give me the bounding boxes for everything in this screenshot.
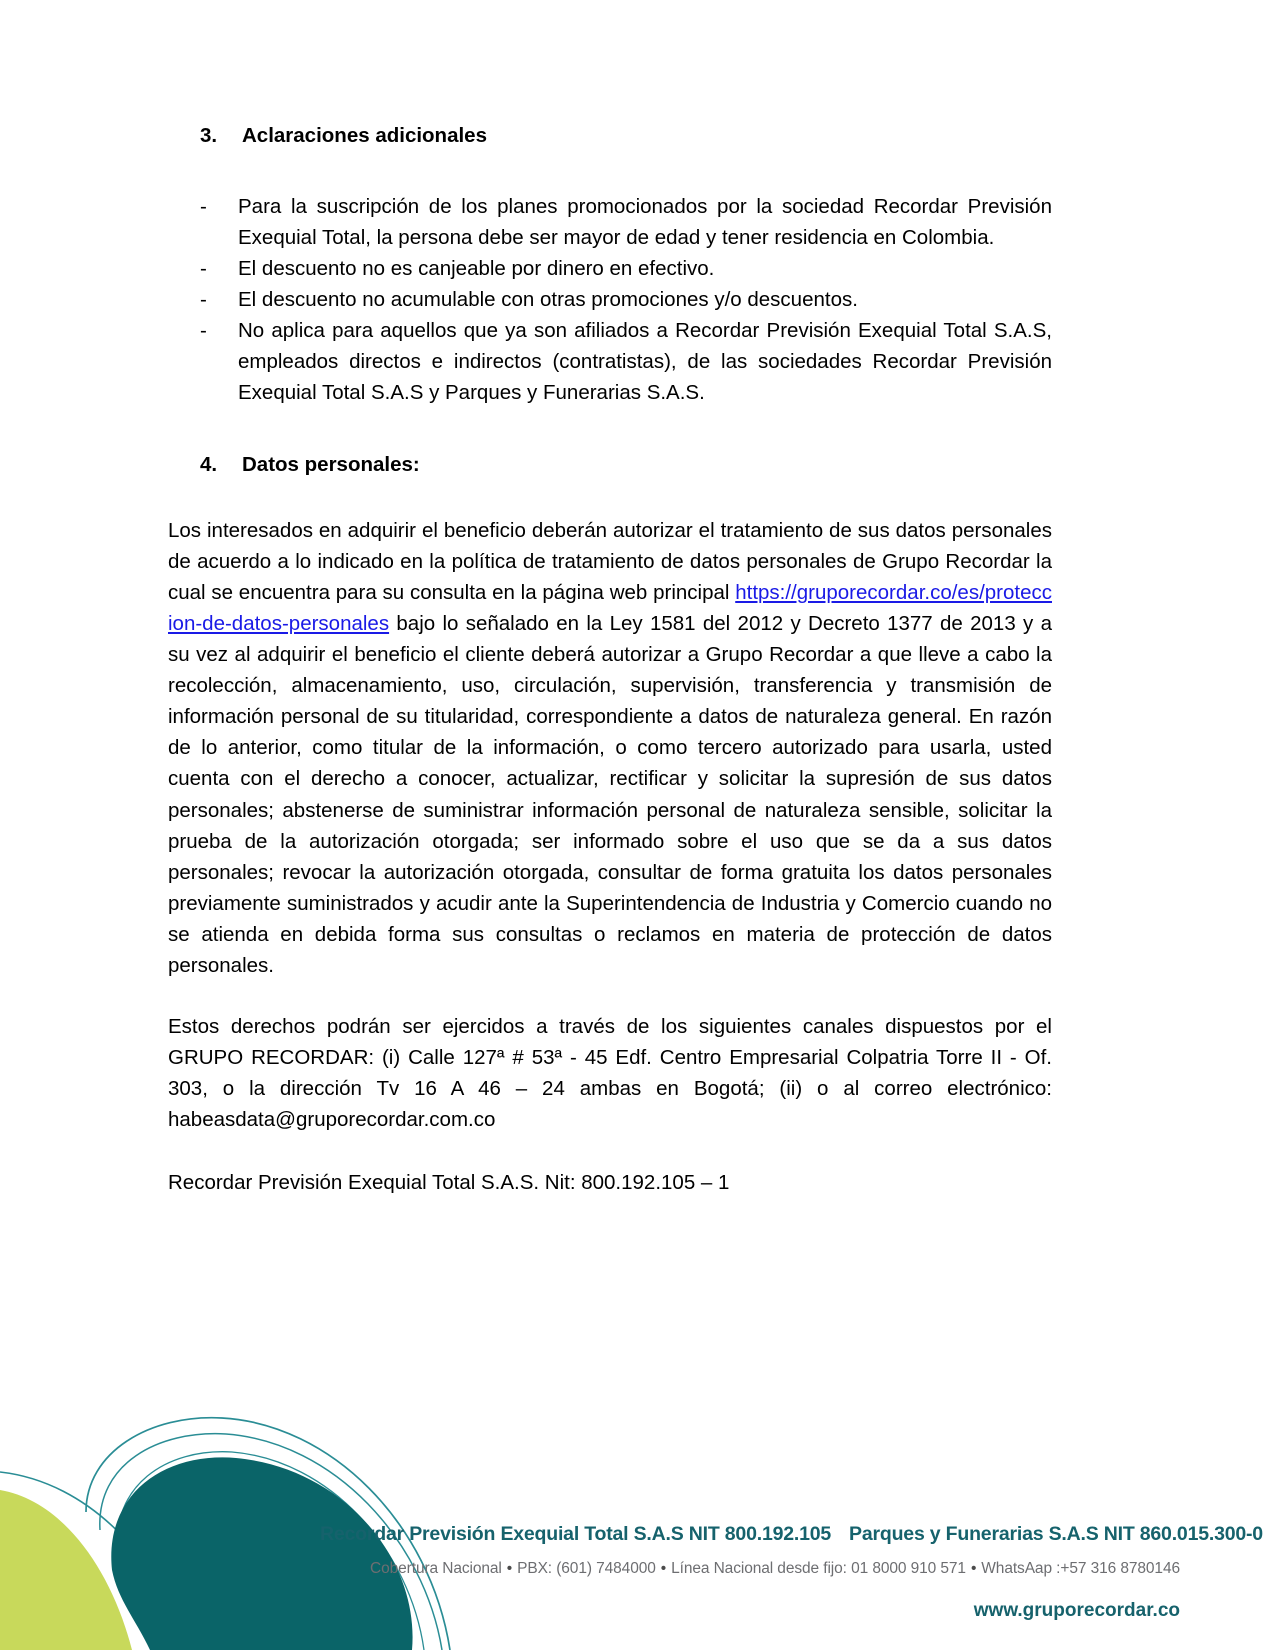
list-item — [200, 191, 1052, 253]
bullet-separator-icon: • — [506, 1560, 513, 1577]
section-heading-4 — [200, 452, 1052, 476]
section-heading-3 — [200, 126, 1052, 147]
footer-company-1: Recordar Previsión Exequial Total S.A.S NIT 800.192.105 — [320, 1523, 832, 1545]
channels-paragraph: Estos derechos podrán ser ejercidos a través de los siguientes canales dispuestos por el GRUPO RECORDAR: (i) Calle 127ª # 53ª - 45 Edf. Centro Empresarial Colpatria Torre II - Of. 303, o la dirección Tv 16 A 46 – 24 ambas en Bogotá; (ii) o al correo electrónico: habeasdata@gruporecordar.com.co — [168, 1014, 1052, 1131]
bullet-separator-icon: • — [970, 1560, 977, 1577]
footer-whatsapp: WhatsAap :+57 316 8780146 — [981, 1560, 1180, 1577]
list-item — [200, 284, 1052, 315]
section-number-3: 3. — [200, 124, 218, 147]
privacy-paragraph — [168, 515, 1052, 981]
privacy-rest-text: bajo lo señalado en la Ley 1581 del 2012 y Decreto 1377 de 2013 y a su vez al adquirir el beneficio el cliente deberá autorizar a Grupo Recordar a que lleve a cabo la recolección, almacenamiento, uso, circulación, supervisión, transferencia y transmisión de información personal de su titularidad, correspondiente a datos de naturaleza general. En razón de lo anterior, como titular de la información, o como tercero autorizado para usarla, usted cuenta con el derecho a conocer, actualizar, rectificar y solicitar la supresión de sus datos personales; abstenerse de suministrar información personal de naturaleza sensible, solicitar la prueba de la autorización otorgada; ser informado sobre el uso que se da a sus datos personales; revocar la autorización otorgada, consultar de forma gratuita los datos personales previamente suministrados y acudir ante la Superintendencia de Industria y Comercio cuando no se atienda en debida forma sus consultas o reclamos en materia de protección de datos personales. — [168, 612, 1052, 977]
footer-contact-info — [320, 1560, 1180, 1578]
dash-bullet-icon: - — [200, 256, 207, 280]
list-item-text: No aplica para aquellos que ya son afiliados a Recordar Previsión Exequial Total S.A.S, empleados directos e indirectos (contratistas), de las sociedades Recordar Previsión Exequial Total S.A.S y Parques y Funerarias S.A.S. — [238, 319, 1052, 405]
clarifications-list — [200, 191, 1052, 409]
dash-bullet-icon: - — [200, 287, 207, 311]
document-content — [168, 126, 1052, 1198]
privacy-intro-text: Los interesados en adquirir el beneficio deberán autorizar el tratamiento de sus datos personales de acuerdo a lo indicado en la política de tratamiento de datos personales de Grupo Recordar la cual se encuentra para su consulta en la página web principal — [168, 519, 1052, 605]
section-title-4: Datos personales: — [242, 452, 420, 476]
dash-bullet-icon: - — [200, 319, 207, 343]
list-item-text: El descuento no acumulable con otras promociones y/o descuentos. — [238, 287, 858, 311]
footer-national-line: Línea Nacional desde fijo: 01 8000 910 571 — [671, 1560, 966, 1577]
footer-pbx: PBX: (601) 7484000 — [517, 1560, 656, 1577]
dash-bullet-icon: - — [200, 194, 207, 218]
section-title-3: Aclaraciones adicionales — [242, 124, 487, 147]
list-item — [200, 253, 1052, 284]
section-number-4: 4. — [200, 452, 218, 476]
footer-text-block — [320, 1523, 1263, 1622]
list-item-text: Para la suscripción de los planes promocionados por la sociedad Recordar Previsión Exequial Total, la persona debe ser mayor de edad y tener residencia en Colombia. — [238, 194, 1052, 249]
list-item — [200, 315, 1052, 408]
list-item-text: El descuento no es canjeable por dinero en efectivo. — [238, 256, 715, 280]
privacy-policy-link[interactable]: https://gruporecordar.co/es/proteccion-de-datos-personales — [168, 581, 1052, 636]
footer-website[interactable]: www.gruporecordar.co — [973, 1600, 1180, 1621]
bullet-separator-icon: • — [660, 1560, 667, 1577]
footer-coverage: Cobertura Nacional — [370, 1560, 502, 1577]
page-footer — [0, 1390, 1275, 1650]
footer-companies — [320, 1523, 1263, 1546]
footer-company-2: Parques y Funerarias S.A.S NIT 860.015.300-0 — [849, 1523, 1263, 1545]
entity-nit-line: Recordar Previsión Exequial Total S.A.S. Nit: 800.192.105 – 1 — [168, 1170, 730, 1194]
